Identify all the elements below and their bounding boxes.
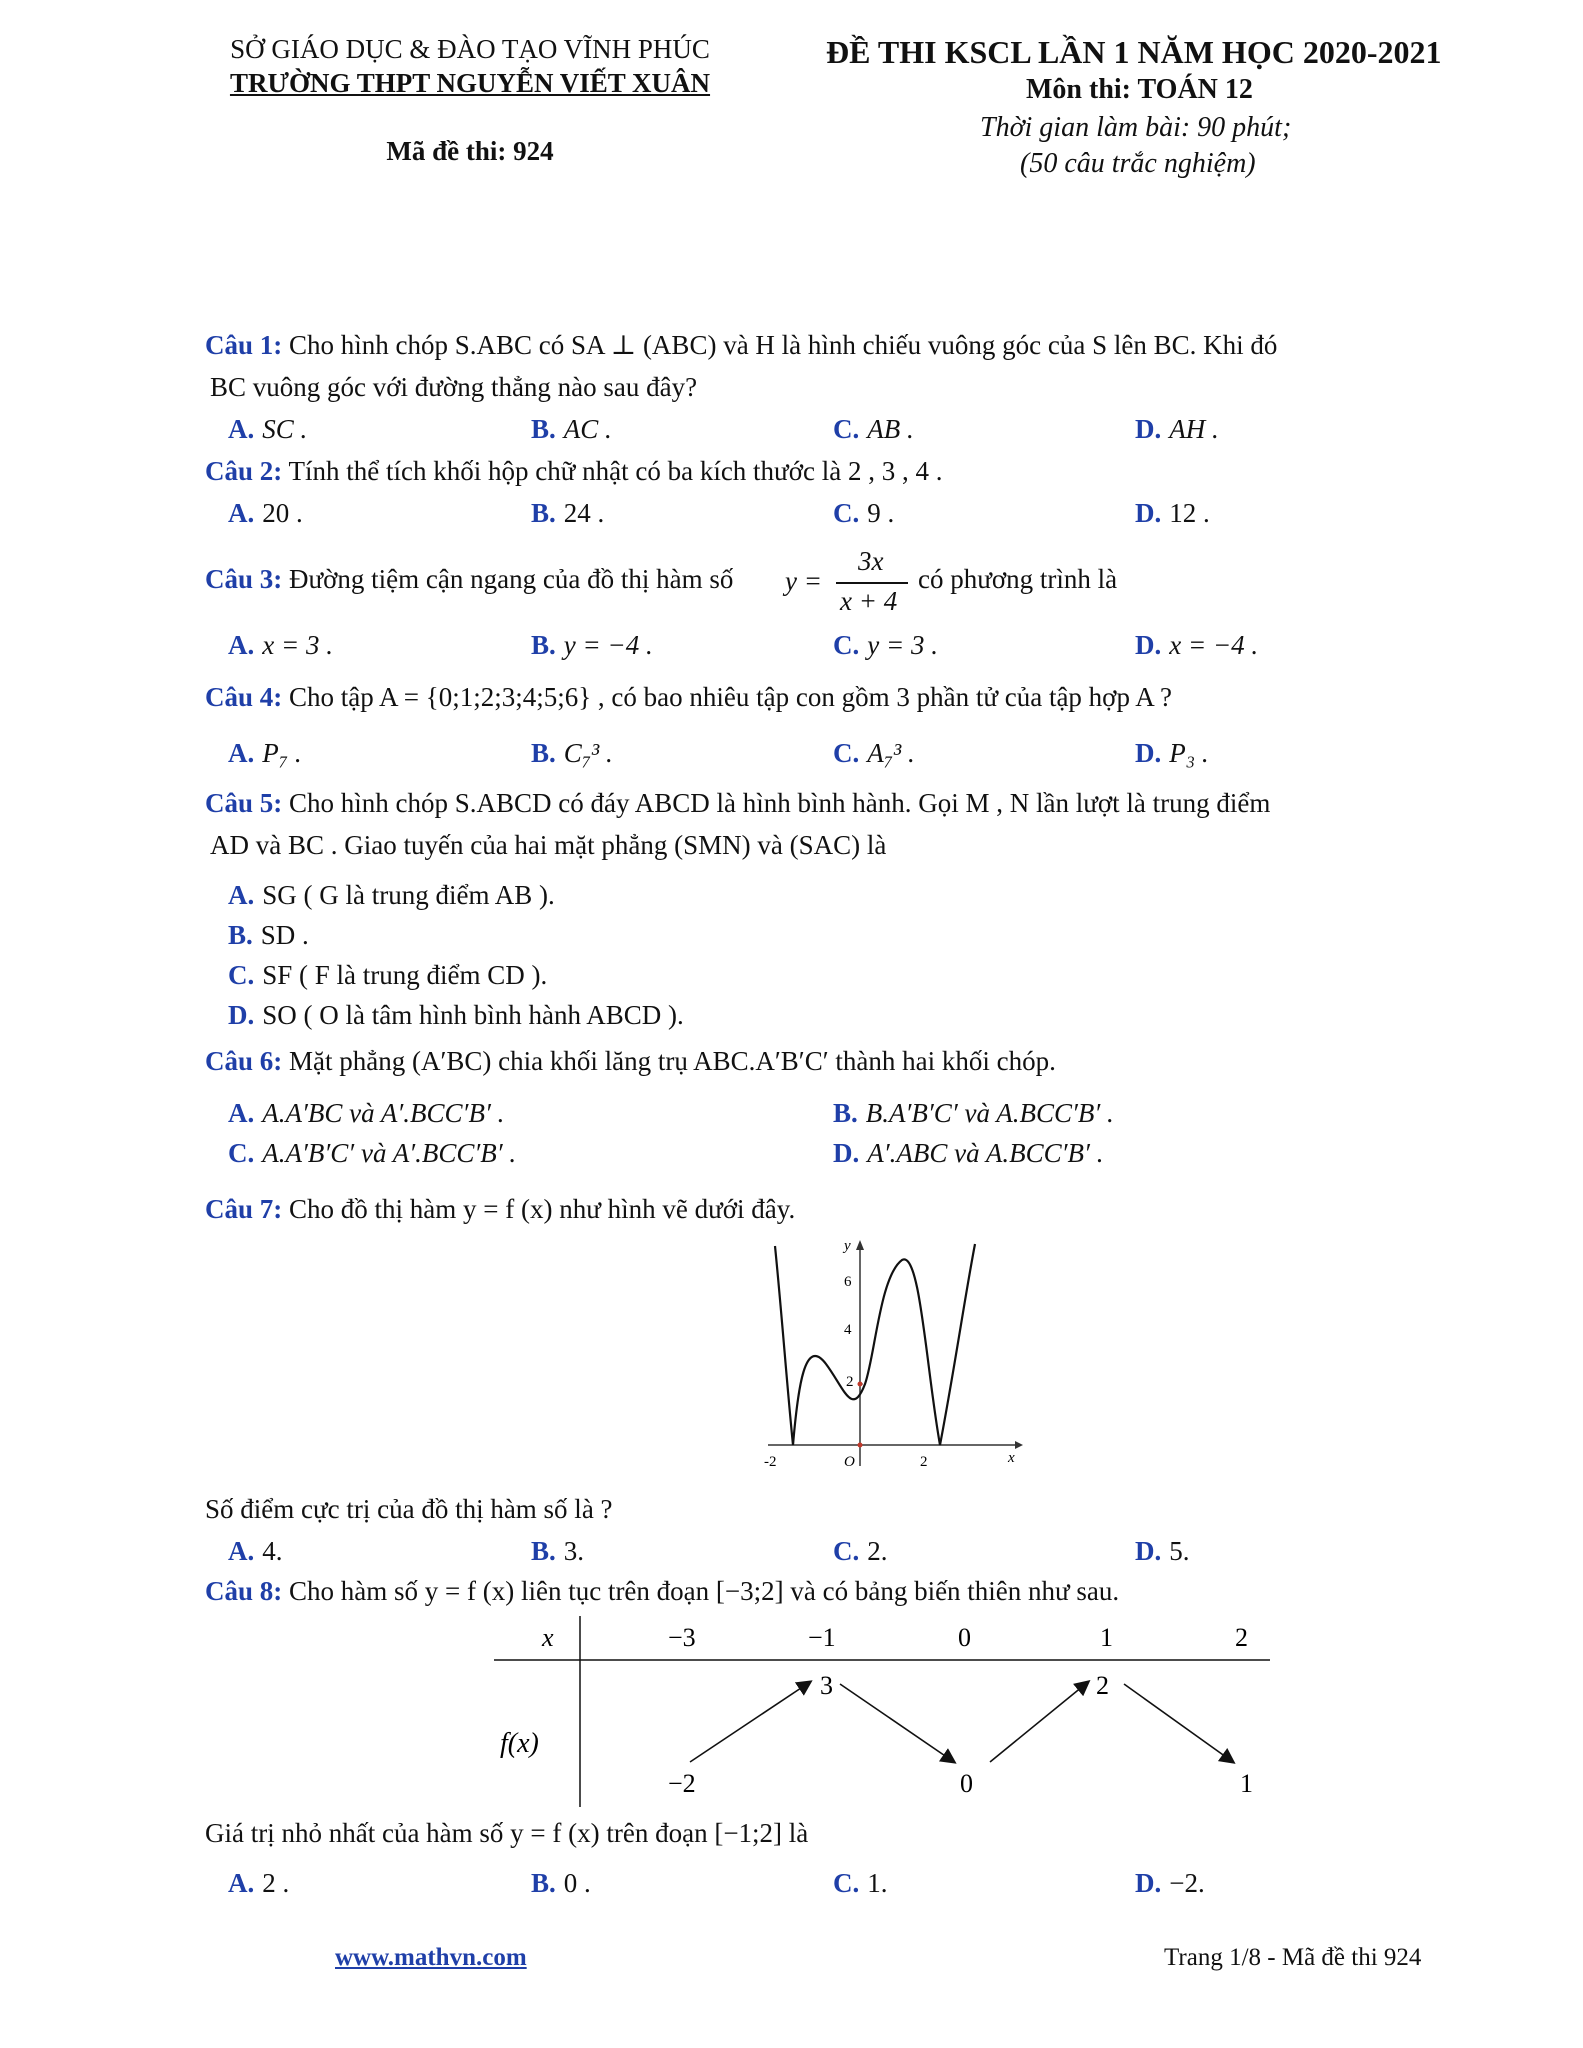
- option-d[interactable]: D. P₃ .: [1135, 738, 1209, 768]
- f-value: 2: [1096, 1671, 1109, 1700]
- option-a[interactable]: A. 2 .: [228, 1868, 290, 1898]
- option-c[interactable]: C. 1.: [833, 1868, 888, 1898]
- option-c[interactable]: C. AB .: [833, 414, 914, 444]
- variation-table: [490, 1612, 1280, 1812]
- option-b[interactable]: B. 24 .: [531, 498, 605, 528]
- exam-title: ĐỀ THI KSCL LẦN 1 NĂM HỌC 2020-2021: [826, 34, 1442, 70]
- origin-point: [858, 1443, 863, 1448]
- x-value: −3: [668, 1623, 696, 1652]
- x-value: −1: [808, 1623, 836, 1652]
- fraction-lhs: y =: [785, 566, 822, 596]
- option-a[interactable]: A. SG ( G là trung điểm AB ).: [228, 880, 555, 910]
- option-c[interactable]: C. A.A′B′C′ và A′.BCC′B′ .: [228, 1138, 517, 1168]
- question-text-cont: có phương trình là: [918, 564, 1118, 594]
- question-4: Câu 4: Cho tập A = {0;1;2;3;4;5;6} , có bao nhiêu tập con gồm 3 phần tử của tập hợp A ?: [205, 682, 1172, 712]
- x-axis-label: x: [1008, 1450, 1015, 1466]
- option-d[interactable]: D. A′.ABC và A.BCC′B′ .: [833, 1138, 1104, 1168]
- y-intercept-point: [858, 1382, 863, 1387]
- f-value: 3: [820, 1671, 833, 1700]
- option-a[interactable]: A. 20 .: [228, 498, 303, 528]
- question-8: Câu 8: Cho hàm số y = f (x) liên tục trên đoạn [−3;2] và có bảng biến thiên như sau.: [205, 1576, 1120, 1606]
- question-2: Câu 2: Tính thể tích khối hộp chữ nhật có ba kích thước là 2 , 3 , 4 .: [205, 456, 943, 486]
- option-d[interactable]: D. SO ( O là tâm hình bình hành ABCD ).: [228, 1000, 684, 1030]
- option-b[interactable]: B. B.A′B′C′ và A.BCC′B′ .: [833, 1098, 1114, 1128]
- option-b[interactable]: B. 0 .: [531, 1868, 591, 1898]
- option-d[interactable]: D. −2.: [1135, 1868, 1205, 1898]
- exam-time: Thời gian làm bài: 90 phút;: [980, 112, 1292, 143]
- option-c[interactable]: C. SF ( F là trung điểm CD ).: [228, 960, 548, 990]
- y-axis-arrow: [856, 1240, 864, 1250]
- f-value: 1: [1240, 1769, 1253, 1798]
- increase-arrow: [690, 1682, 810, 1762]
- origin-label: O: [844, 1454, 855, 1470]
- question-text: Cho hình chóp S.ABC có SA ⊥ (ABC) và H là hình chiếu vuông góc của S lên BC. Khi đó: [289, 330, 1278, 360]
- y-tick-label: 6: [844, 1274, 852, 1290]
- exam-code: Mã đề thi: 924: [386, 136, 554, 166]
- question-text-cont: BC vuông góc với đường thẳng nào sau đây?: [210, 372, 698, 402]
- fraction-denominator: x + 4: [840, 586, 898, 616]
- f-value: −2: [668, 1769, 696, 1798]
- y-axis-label: y: [844, 1238, 851, 1254]
- option-a[interactable]: A. A.A′BC và A′.BCC′B′ .: [228, 1098, 505, 1128]
- option-d[interactable]: D. AH .: [1135, 414, 1219, 444]
- table-fx-label: f(x): [500, 1728, 539, 1759]
- footer-page-number: Trang 1/8 - Mã đề thi 924: [1164, 1944, 1422, 1971]
- y-tick-label: 4: [844, 1322, 852, 1338]
- question-6: Câu 6: Mặt phẳng (A′BC) chia khối lăng trụ ABC.A′B′C′ thành hai khối chóp.: [205, 1046, 1056, 1076]
- question-3: Câu 3: Đường tiệm cận ngang của đồ thị hàm số: [205, 564, 734, 594]
- x-tick-label: 2: [920, 1454, 928, 1470]
- x-tick-label: -2: [764, 1454, 777, 1470]
- exam-question-count: (50 câu trắc nghiệm): [1020, 148, 1256, 179]
- f-value: 0: [960, 1769, 973, 1798]
- question-label: Câu 1:: [205, 330, 283, 360]
- table-x-label: x: [542, 1623, 554, 1652]
- decrease-arrow: [1124, 1684, 1233, 1762]
- fraction-bar: [836, 582, 908, 584]
- question-text-cont: AD và BC . Giao tuyến của hai mặt phẳng (SMN) và (SAC) là: [210, 830, 887, 860]
- question-7: Câu 7: Cho đồ thị hàm y = f (x) như hình vẽ dưới đây.: [205, 1194, 796, 1224]
- footer-website-link[interactable]: www.mathvn.com: [335, 1944, 527, 1971]
- y-tick-label: 2: [846, 1374, 854, 1390]
- function-curve: [775, 1244, 975, 1445]
- option-a[interactable]: A. SC .: [228, 414, 308, 444]
- school-name: TRƯỜNG THPT NGUYỄN VIẾT XUÂN: [229, 68, 711, 98]
- option-b[interactable]: B. 3.: [531, 1536, 585, 1566]
- question-text-cont: Giá trị nhỏ nhất của hàm số y = f (x) trên đoạn [−1;2] là: [205, 1818, 809, 1848]
- question-5: Câu 5: Cho hình chóp S.ABCD có đáy ABCD là hình bình hành. Gọi M , N lần lượt là trung điểm: [205, 788, 1271, 818]
- fraction-numerator: 3x: [858, 546, 884, 576]
- option-c[interactable]: C. 2.: [833, 1536, 888, 1566]
- option-b[interactable]: B. y = −4 .: [531, 630, 653, 660]
- option-a[interactable]: A. x = 3 .: [228, 630, 333, 660]
- x-value: 0: [958, 1623, 971, 1652]
- x-value: 2: [1235, 1623, 1248, 1652]
- option-c[interactable]: C. A₇³ .: [833, 738, 915, 768]
- question-text-cont: Số điểm cực trị của đồ thị hàm số là ?: [205, 1494, 613, 1524]
- option-d[interactable]: D. 5.: [1135, 1536, 1190, 1566]
- increase-arrow: [990, 1682, 1088, 1762]
- option-b[interactable]: B. SD .: [228, 920, 309, 950]
- x-axis-arrow: [1015, 1441, 1023, 1449]
- decrease-arrow: [840, 1684, 954, 1762]
- option-a[interactable]: A. 4.: [228, 1536, 283, 1566]
- question-1: [205, 330, 1277, 361]
- option-c[interactable]: C. 9 .: [833, 498, 895, 528]
- option-c[interactable]: C. y = 3 .: [833, 630, 938, 660]
- option-d[interactable]: D. x = −4 .: [1135, 630, 1259, 660]
- exam-subject: Môn thi: TOÁN 12: [1026, 74, 1253, 105]
- option-d[interactable]: D. 12 .: [1135, 498, 1210, 528]
- x-value: 1: [1100, 1623, 1113, 1652]
- function-graph: [760, 1236, 1040, 1476]
- option-a[interactable]: A. P₇ .: [228, 738, 302, 768]
- department: SỞ GIÁO DỤC & ĐÀO TẠO VĨNH PHÚC: [230, 34, 710, 64]
- option-b[interactable]: B. AC .: [531, 414, 612, 444]
- option-b[interactable]: B. C₇³ .: [531, 738, 613, 768]
